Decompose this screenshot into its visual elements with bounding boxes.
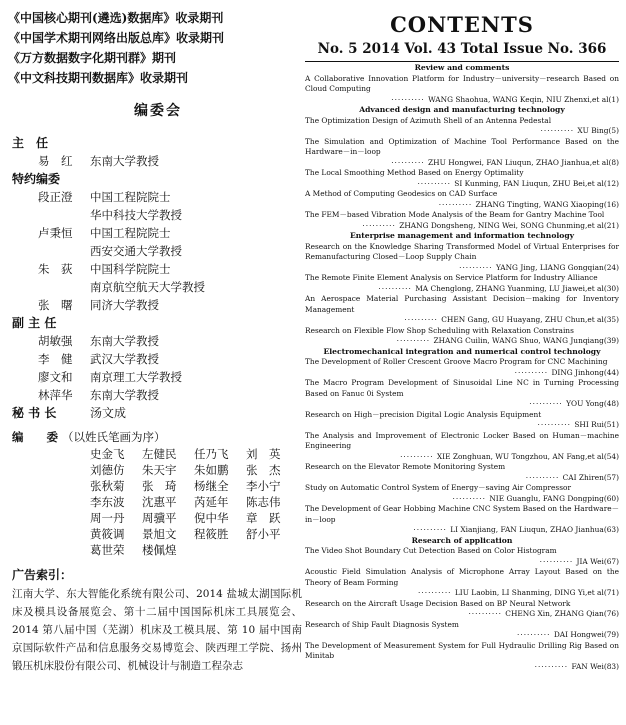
leader-dots: ·········· xyxy=(459,262,496,272)
leader-dots: ·········· xyxy=(413,525,451,534)
article-authors: XU Bing(5) xyxy=(577,126,619,135)
article-authors: CHEN Gang, GU Huayang, ZHU Chun,et al(35) xyxy=(441,315,619,324)
secretary-name: 汤文成 xyxy=(90,406,127,420)
article-authors: DAI Hongwei(79) xyxy=(553,630,619,639)
member-name: 廖文和 xyxy=(38,370,73,384)
article-entry[interactable] xyxy=(305,137,619,169)
section-heading: Research of application xyxy=(411,535,513,545)
article-title: A Collaborative Innovation Platform for Industry－university－research Based on Cloud Computing xyxy=(305,73,619,93)
article-title: A Method of Computing Geodesics on CAD Surface xyxy=(305,189,498,198)
contents-title: CONTENTS xyxy=(390,12,534,37)
article-authors: YANG Jing, LIANG Gongqian(24) xyxy=(495,262,619,272)
article-authors: SI Kunming, FAN Liuqun, ZHU Bei,et al(12) xyxy=(454,178,619,188)
article-title: The Development of Gear Hobbing Machine CNC System Based on the Hardware－in－loop xyxy=(305,504,619,524)
deputy-row xyxy=(38,332,308,350)
article-title: The Development of Measurement System for Full Hydraulic Drilling Rig Based on Minitab xyxy=(305,640,619,660)
member-title: 华中科技大学教授 xyxy=(90,208,182,222)
left-column xyxy=(8,8,308,720)
issue-line: No. 5 2014 Vol. 43 Total Issue No. 366 xyxy=(317,41,607,57)
leader-dots: ·········· xyxy=(529,399,567,408)
section-heading: Enterprise management and information technology xyxy=(349,231,575,240)
article-authors: DING Jinhong(44) xyxy=(551,367,619,377)
title-rule xyxy=(305,61,619,62)
article-entry[interactable] xyxy=(305,410,619,431)
article-title: The Development of Roller Crescent Groove Macro Program for CNC Machining xyxy=(305,357,608,366)
editor-name: 芮延年 xyxy=(194,495,229,509)
editor-name: 朱天宇 xyxy=(142,463,177,477)
leader-dots: ·········· xyxy=(391,94,429,104)
leader-dots: ·········· xyxy=(514,367,552,377)
member-name: 胡敏强 xyxy=(38,334,73,348)
member-name: 易 红 xyxy=(38,154,73,168)
leader-dots: ·········· xyxy=(537,420,575,429)
article-entry[interactable] xyxy=(305,74,619,106)
editors-label: 编 委 xyxy=(12,430,58,444)
member-title: 南京航空航天大学教授 xyxy=(90,280,205,294)
article-entry[interactable] xyxy=(305,462,619,483)
article-authors: MA Chenglong, ZHANG Yuanming, LU Jiawei,et al(30) xyxy=(415,283,619,293)
article-authors: ZHANG Tingting, WANG Xiaoping(16) xyxy=(475,199,619,209)
article-title: The Macro Program Development of Sinusoidal Line NC in Turning Processing Based on Fanuc 0i System xyxy=(305,378,619,398)
ads-label: 广告索引： xyxy=(12,568,73,582)
leader-dots: ·········· xyxy=(539,556,577,566)
article-entry[interactable] xyxy=(305,242,619,274)
article-authors: XIE Zonghuan, WU Tongzhou, AN Fang,et al(54) xyxy=(436,451,619,461)
article-entry[interactable] xyxy=(305,504,619,536)
article-title: Acoustic Field Simulation Analysis of Microphone Array Layout Based on the Theory of Beam Forming xyxy=(305,567,619,587)
article-title: Research on the Knowledge Sharing Transformed Model of Virtual Enterprises for Remanufacturing Closed－Loop Supply Chain xyxy=(305,241,619,261)
member-name: 朱 荻 xyxy=(38,262,73,276)
editor-name: 章 跃 xyxy=(246,511,281,525)
article-title: Research on the Aircraft Usage Decision Based on BP Neural Network xyxy=(305,598,571,608)
member-title: 东南大学教授 xyxy=(90,334,159,348)
article-title: Research on High－precision Digital Logic Analysis Equipment xyxy=(305,409,542,419)
member-name: 张 曙 xyxy=(38,298,73,312)
article-authors: LI Xianjiang, FAN Liuqun, ZHAO Jianhua(63) xyxy=(450,525,619,534)
leader-dots: ·········· xyxy=(517,630,554,639)
article-entry[interactable] xyxy=(305,116,619,137)
index-notes xyxy=(8,8,308,88)
member-title: 中国工程院院士 xyxy=(90,226,171,240)
deputy-row xyxy=(38,368,308,386)
editor-name: 刘 英 xyxy=(246,447,281,461)
article-entry[interactable] xyxy=(305,189,619,210)
leader-dots: ·········· xyxy=(362,220,400,230)
article-authors: ZHANG Dongsheng, NING Wei, SONG Chunming,et al(21) xyxy=(399,220,619,230)
article-title: Study on Automatic Control System of Energy－saving Air Compressor xyxy=(305,483,571,492)
ads-text: 江南大学、东大智能化系统有限公司、2014 盐城太湖国际机床及模具设备展览会、第十二届中国国际机床工具展览会、2014 第八届中国（芜湖）机床及工模具展、第 10 届中国南京国际软件产品和信息服务交易博览会、陕西理工学院、扬州锻压机床股份有限公司、机械设计与制造工程杂志 xyxy=(12,588,302,672)
member-title: 南京理工大学教授 xyxy=(90,370,182,384)
editor-name: 张 琦 xyxy=(142,479,177,493)
index-note: 《万方数据数字化期刊群》期刊 xyxy=(8,51,177,65)
article-title: The FEM－based Vibration Mode Analysis of the Beam for Gantry Machine Tool xyxy=(305,210,605,219)
editor-name: 周骥平 xyxy=(142,511,177,525)
deputy-row xyxy=(38,350,308,368)
leader-dots: ·········· xyxy=(418,588,455,597)
editors-grid xyxy=(90,446,308,558)
editor-name: 杨继全 xyxy=(194,479,229,493)
special-editors-label: 特约编委 xyxy=(12,172,61,186)
article-entry[interactable] xyxy=(305,294,619,326)
member-name: 段正澄 xyxy=(38,190,73,204)
member-title: 中国工程院院士 xyxy=(90,190,171,204)
index-note: 《中国核心期刊(遴选)数据库》收录期刊 xyxy=(8,11,224,25)
article-title: The Optimization Design of Azimuth Shell of an Antenna Pedestal xyxy=(305,115,552,125)
director-row xyxy=(38,152,308,170)
editor-name: 张秋菊 xyxy=(90,479,125,493)
editor-name: 沈惠平 xyxy=(142,495,177,509)
special-editor-row-cont xyxy=(90,278,308,296)
article-entry[interactable] xyxy=(305,357,619,378)
editor-name: 左健民 xyxy=(142,447,177,461)
editor-name: 任乃飞 xyxy=(194,447,229,461)
special-editor-row xyxy=(38,188,308,206)
article-authors: ZHU Hongwei, FAN Liuqun, ZHAO Jianhua,et al(8) xyxy=(428,157,619,167)
special-editor-row xyxy=(38,260,308,278)
special-editor-row xyxy=(38,224,308,242)
article-title: The Remote Finite Element Analysis on Service Platform for Industry Alliance xyxy=(305,273,598,282)
article-title: The Local Smoothing Method Based on Energy Optimality xyxy=(305,168,524,177)
index-note: 《中国学术期刊网络出版总库》收录期刊 xyxy=(8,31,225,45)
article-entry[interactable] xyxy=(305,431,619,463)
member-title: 同济大学教授 xyxy=(90,298,159,312)
article-title: The Simulation and Optimization of Machine Tool Performance Based on the Hardware－in－loop xyxy=(305,136,619,156)
special-editor-row xyxy=(38,296,308,314)
leader-dots: ·········· xyxy=(468,609,506,618)
leader-dots: ·········· xyxy=(525,472,563,482)
editor-name: 李小宁 xyxy=(246,479,281,493)
editor-name: 倪中华 xyxy=(194,511,229,525)
article-entry[interactable] xyxy=(305,567,619,599)
editor-name: 张 杰 xyxy=(246,463,281,477)
article-entry[interactable] xyxy=(305,620,619,641)
editor-name: 史金飞 xyxy=(90,447,125,461)
article-title: An Aerospace Material Purchasing Assistant Decision－making for Inventory Management xyxy=(305,294,619,314)
member-name: 林萍华 xyxy=(38,388,73,402)
article-title: Research on Flexible Flow Shop Scheduling with Relaxation Constrains xyxy=(305,325,574,335)
article-title: The Analysis and Improvement of Electronic Locker Based on Human－machine Engineering xyxy=(305,430,619,450)
contents-list xyxy=(303,63,621,672)
deputy-row xyxy=(38,386,308,404)
section-heading: Review and comments xyxy=(414,63,510,72)
editors-note: （以姓氏笔画为序） xyxy=(62,430,166,444)
leader-dots: ·········· xyxy=(391,157,429,167)
article-entry[interactable] xyxy=(305,546,619,567)
contents-column xyxy=(303,6,621,720)
index-note: 《中文科技期刊数据库》收录期刊 xyxy=(8,71,189,85)
leader-dots: ·········· xyxy=(400,451,437,461)
editor-name: 刘德仿 xyxy=(90,463,125,477)
editor-name: 陈志伟 xyxy=(246,495,281,509)
article-authors: YOU Yong(48) xyxy=(566,399,619,408)
article-entry[interactable] xyxy=(305,599,619,620)
article-authors: JIA Wei(67) xyxy=(576,556,619,566)
section-heading: Advanced design and manufacturing technology xyxy=(359,105,565,114)
article-title: Research of Ship Fault Diagnosis System xyxy=(305,619,459,629)
article-entry[interactable] xyxy=(305,483,619,504)
leader-dots: ·········· xyxy=(378,283,416,293)
editor-name: 葛世荣 xyxy=(90,543,125,557)
article-entry[interactable] xyxy=(305,168,619,189)
article-authors: WANG Shaohua, WANG Keqin, NIU Zhenxi,et al(1) xyxy=(428,94,619,104)
article-entry[interactable] xyxy=(305,273,619,294)
member-title: 中国科学院院士 xyxy=(90,262,171,276)
editor-name: 黄筱调 xyxy=(90,527,125,541)
editor-name: 舒小平 xyxy=(246,527,281,541)
article-entry[interactable] xyxy=(305,378,619,410)
leader-dots: ·········· xyxy=(438,199,476,209)
article-authors: CHENG Xin, ZHANG Qian(76) xyxy=(505,609,619,618)
deputy-label: 副 主 任 xyxy=(12,316,57,330)
leader-dots: ·········· xyxy=(417,178,455,188)
secretary-label: 秘 书 长 xyxy=(12,406,57,420)
editors-heading xyxy=(12,428,308,446)
article-authors: NIE Guanglu, FANG Dongping(60) xyxy=(489,493,619,503)
member-name: 李 健 xyxy=(38,352,73,366)
article-entry[interactable] xyxy=(305,210,619,231)
special-editor-row-cont xyxy=(90,206,308,224)
leader-dots: ·········· xyxy=(404,315,442,324)
secretary-row xyxy=(12,404,308,422)
editor-name: 朱如鹏 xyxy=(194,463,229,477)
director-label: 主 任 xyxy=(12,136,49,150)
editor-name: 楼佩煌 xyxy=(142,543,177,557)
editor-name: 李东波 xyxy=(90,495,125,509)
article-authors: LIU Laobin, LI Shanming, DING Yi,et al(71) xyxy=(454,588,619,597)
editor-name: 程筱胜 xyxy=(194,527,229,541)
member-title: 武汉大学教授 xyxy=(90,352,159,366)
leader-dots: ·········· xyxy=(534,661,572,671)
member-title: 东南大学教授 xyxy=(90,388,159,402)
leader-dots: ·········· xyxy=(452,493,490,503)
article-authors: FAN Wei(83) xyxy=(571,661,619,671)
section-heading: Electromechanical integration and numerical control technology xyxy=(323,346,601,356)
leader-dots: ·········· xyxy=(540,126,578,135)
article-authors: SHI Rui(51) xyxy=(574,420,619,429)
article-authors: ZHANG Cuilin, WANG Shuo, WANG Junqiang(39) xyxy=(433,336,619,345)
article-title: The Video Shot Boundary Cut Detection Based on Color Histogram xyxy=(305,546,557,555)
article-authors: CAI Zhiren(57) xyxy=(562,472,619,482)
special-editor-row-cont xyxy=(90,242,308,260)
leader-dots: ·········· xyxy=(396,336,434,345)
member-name: 卢秉恒 xyxy=(38,226,73,240)
editor-name: 周一丹 xyxy=(90,511,125,525)
article-title: Research on the Elevator Remote Monitoring System xyxy=(305,462,506,471)
article-entry[interactable] xyxy=(305,326,619,347)
member-title: 西安交通大学教授 xyxy=(90,244,182,258)
editor-name: 景旭文 xyxy=(142,527,177,541)
board-title: 编委会 xyxy=(134,103,182,119)
article-entry[interactable] xyxy=(305,641,619,673)
member-title: 东南大学教授 xyxy=(90,154,159,168)
